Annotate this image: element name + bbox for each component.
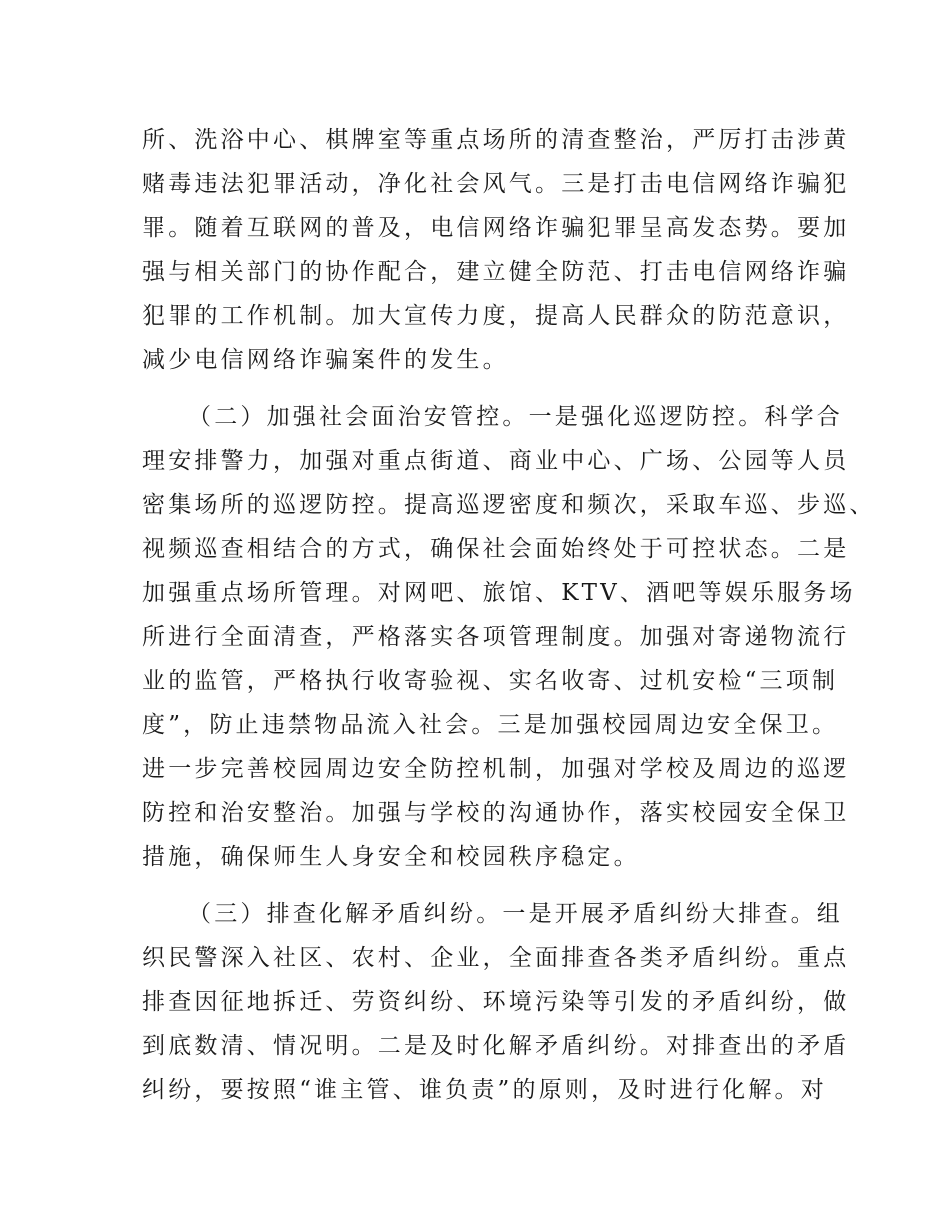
text-line: （三）排查化解矛盾纠纷。一是开展矛盾纠纷大排查。组 bbox=[188, 901, 843, 927]
text-line: 加强重点场所管理。对网吧、旅馆、KTV、酒吧等娱乐服务场 bbox=[142, 580, 856, 606]
paragraph-spacer bbox=[142, 382, 822, 395]
text-line: 减少电信网络诈骗案件的发生。 bbox=[142, 347, 509, 373]
text-line: 业的监管，严格执行收寄验视、实名收寄、过机安检“三项制 bbox=[142, 668, 839, 694]
text-line: 纠纷，要按照“谁主管、谁负责”的原则，及时进行化解。对 bbox=[142, 1077, 827, 1103]
paragraph-3 bbox=[142, 892, 850, 1112]
paragraph-1 bbox=[142, 118, 850, 382]
text-line: （二）加强社会面治安管控。一是强化巡逻防控。科学合 bbox=[188, 404, 843, 430]
text-line: 织民警深入社区、农村、企业，全面排查各类矛盾纠纷。重点 bbox=[142, 945, 850, 971]
text-line: 犯罪的工作机制。加大宣传力度，提高人民群众的防范意识， bbox=[142, 303, 850, 329]
text-line: 度”，防止违禁物品流入社会。三是加强校园周边安全保卫。 bbox=[142, 712, 839, 738]
text-line: 防控和治安整治。加强与学校的沟通协作，落实校园安全保卫 bbox=[142, 800, 850, 826]
text-line: 所进行全面清查，严格落实各项管理制度。加强对寄递物流行 bbox=[142, 624, 850, 650]
paragraph-spacer bbox=[142, 879, 822, 892]
text-line: 排查因征地拆迁、劳资纠纷、环境污染等引发的矛盾纠纷，做 bbox=[142, 989, 850, 1015]
document-body bbox=[142, 118, 876, 1112]
text-line: 密集场所的巡逻防控。提高巡逻密度和频次，采取车巡、步巡、 bbox=[142, 492, 876, 518]
text-line: 强与相关部门的协作配合，建立健全防范、打击电信网络诈骗 bbox=[142, 259, 850, 285]
text-line: 罪。随着互联网的普及，电信网络诈骗犯罪呈高发态势。要加 bbox=[142, 215, 850, 241]
text-line: 视频巡查相结合的方式，确保社会面始终处于可控状态。二是 bbox=[142, 536, 850, 562]
text-line: 措施，确保师生人身安全和校园秩序稳定。 bbox=[142, 844, 640, 870]
text-line: 进一步完善校园周边安全防控机制，加强对学校及周边的巡逻 bbox=[142, 756, 850, 782]
paragraph-2 bbox=[142, 395, 876, 879]
text-line: 到底数清、情况明。二是及时化解矛盾纠纷。对排查出的矛盾 bbox=[142, 1033, 850, 1059]
text-line: 理安排警力，加强对重点街道、商业中心、广场、公园等人员 bbox=[142, 448, 850, 474]
text-line: 所、洗浴中心、棋牌室等重点场所的清查整治，严厉打击涉黄 bbox=[142, 127, 850, 153]
text-line: 赌毒违法犯罪活动，净化社会风气。三是打击电信网络诈骗犯 bbox=[142, 171, 850, 197]
